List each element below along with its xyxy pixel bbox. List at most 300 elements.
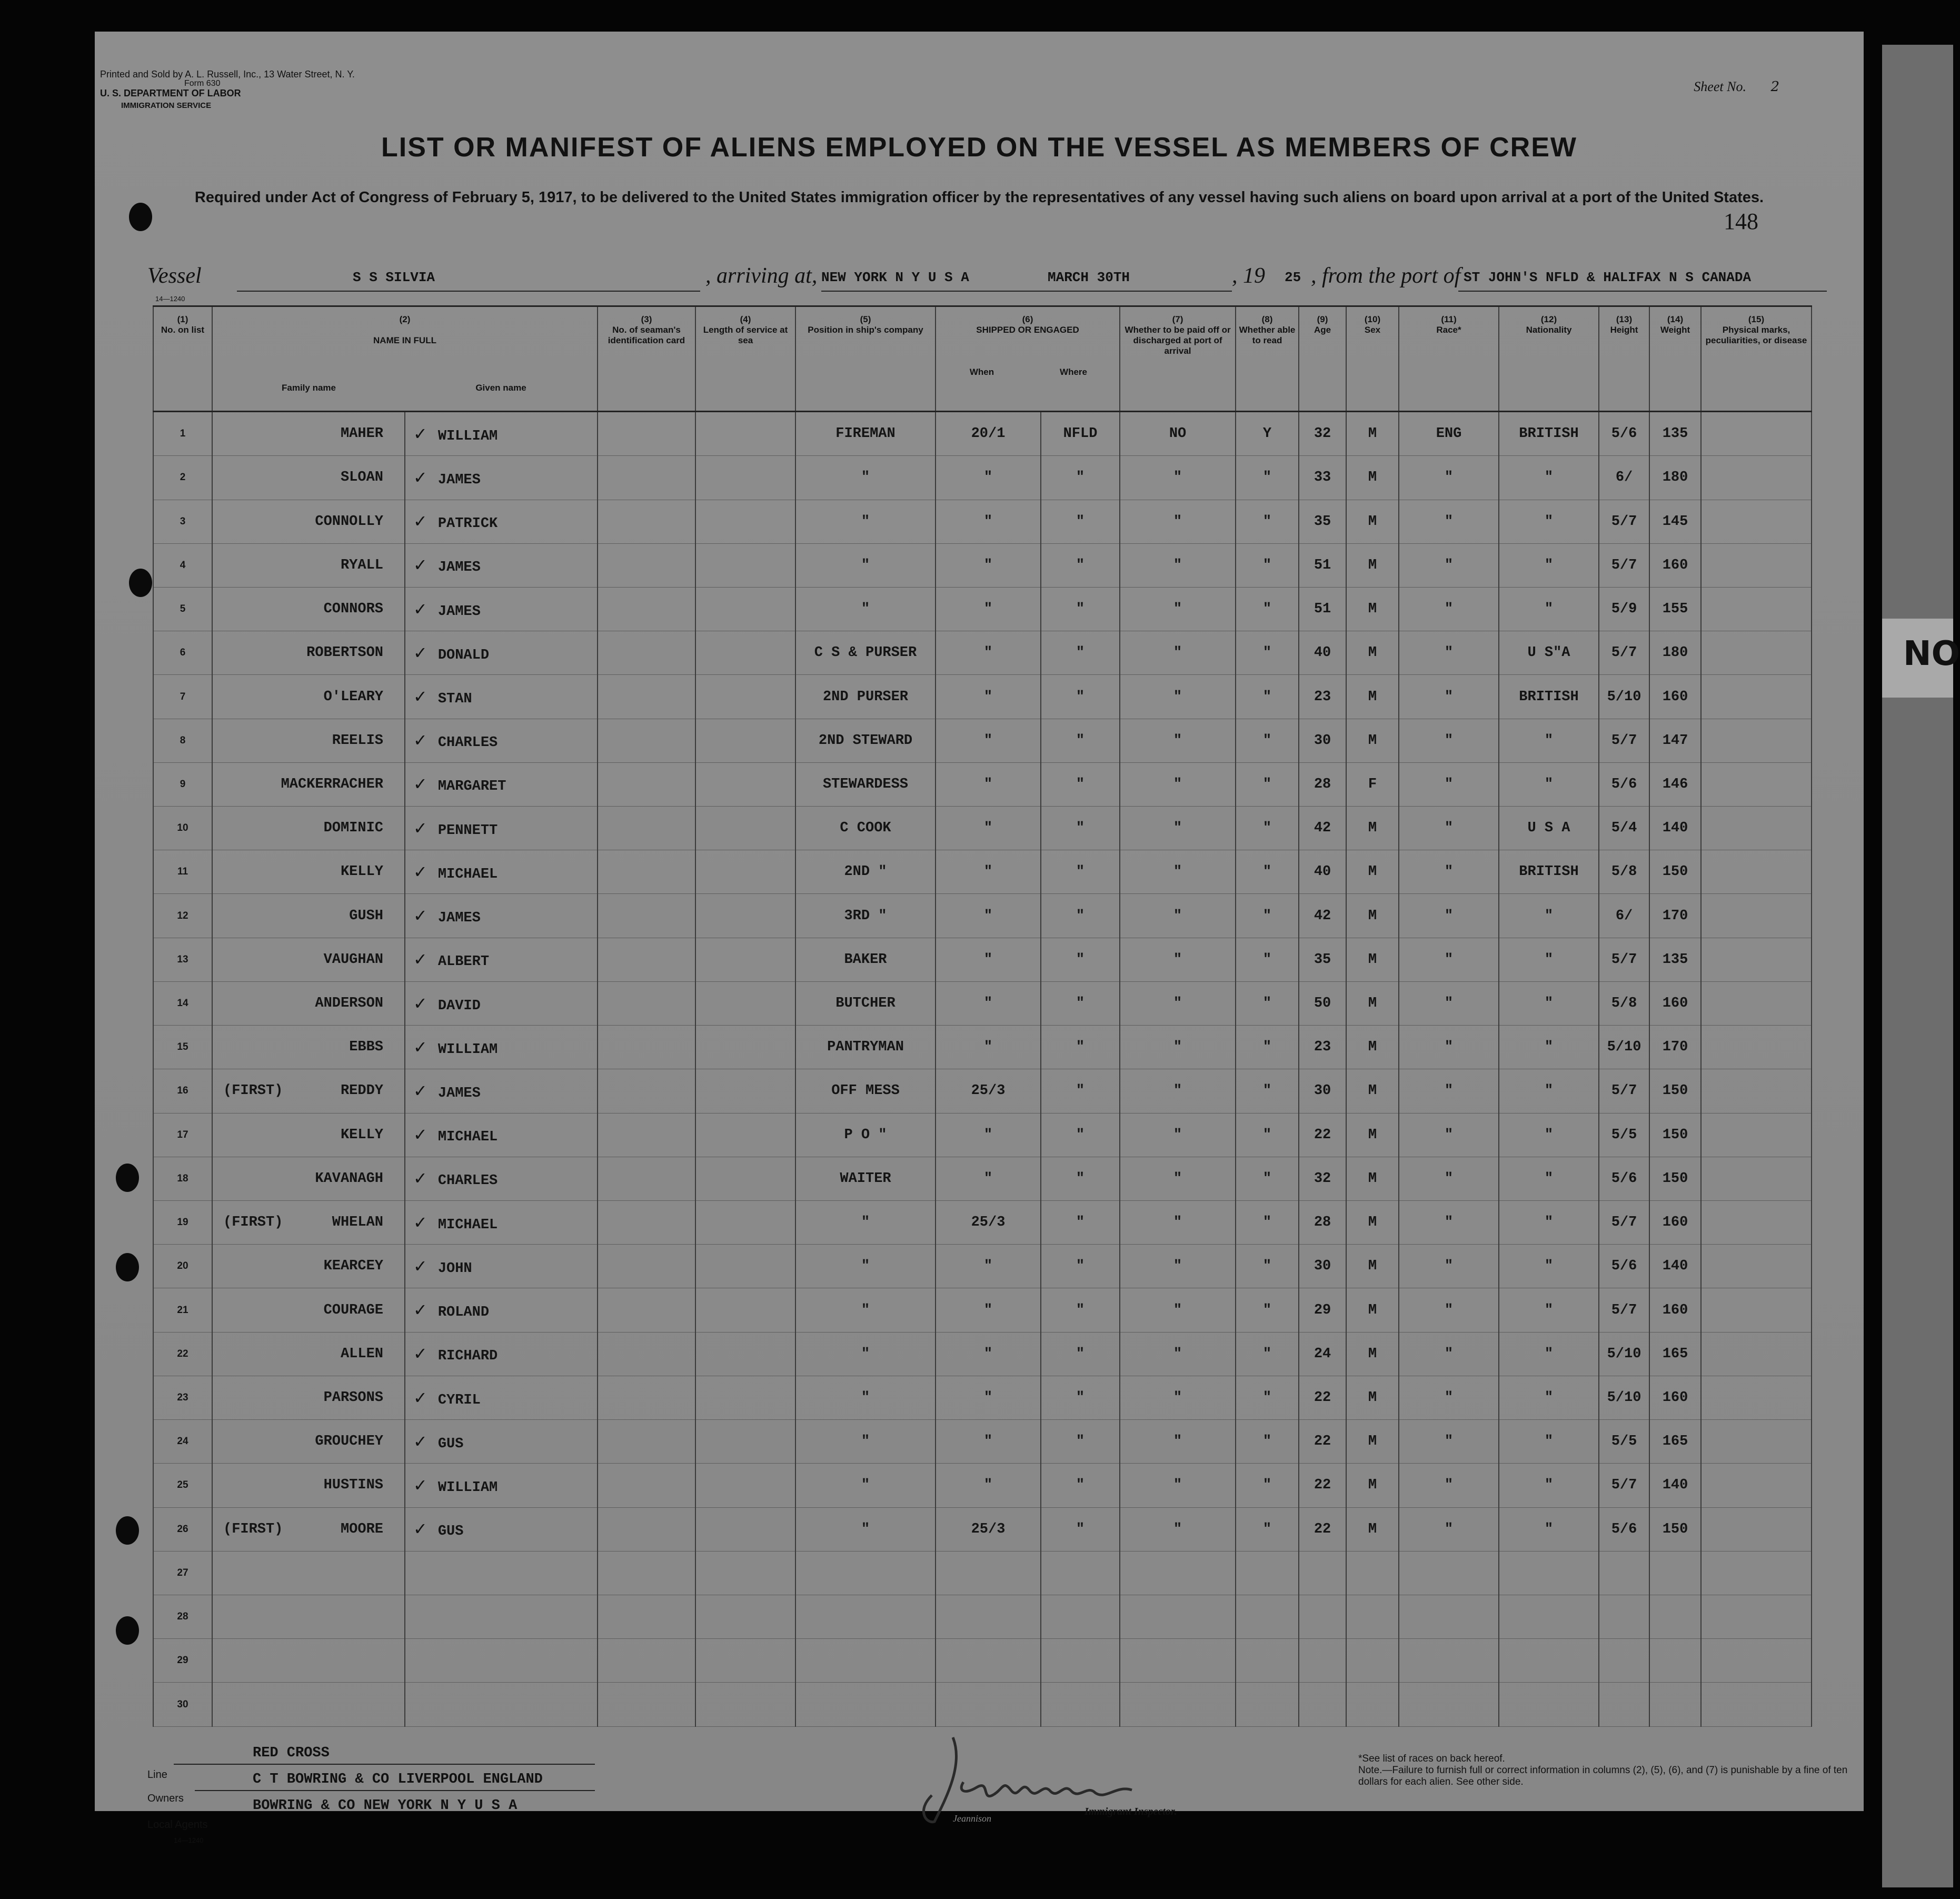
read-cell: " [1236,981,1299,1025]
family-name: KAVANAGH [315,1170,383,1187]
row-number: 28 [153,1595,212,1638]
sheet-number-value: 2 [1770,79,1779,95]
nationality-cell: " [1499,1288,1599,1332]
position-cell: OFF MESS [795,1069,936,1113]
row-number: 27 [153,1551,212,1595]
read-cell: " [1236,719,1299,762]
col-given-label: Given name [475,383,526,393]
sex-cell: M [1346,675,1399,719]
where-cell: " [1041,1245,1120,1288]
nationality-cell: " [1499,1245,1599,1288]
table-row [153,1069,1812,1113]
signature-text: Jeannison [953,1813,991,1824]
family-name: HUSTINS [323,1477,383,1494]
card-cell [598,631,695,675]
family-name-cell [212,631,405,675]
row-number: 29 [153,1639,212,1683]
family-name-cell [212,1026,405,1069]
weight-cell: 150 [1649,1113,1701,1157]
given-name-cell [405,1420,598,1464]
table-row [153,543,1812,587]
col-weight-header [1649,306,1701,412]
weight-cell: 160 [1649,981,1701,1025]
paid-cell: " [1120,850,1236,894]
row-number: 4 [153,543,212,587]
year-suffix: 25 [1285,270,1301,285]
race-cell: " [1399,1245,1499,1288]
when-cell: " [936,1464,1041,1507]
given-name-cell [405,981,598,1025]
read-cell: " [1236,1245,1299,1288]
family-name: CONNOLLY [315,513,383,530]
card-cell [598,1551,695,1595]
sex-cell: M [1346,981,1399,1025]
when-cell: " [936,850,1041,894]
card-cell [598,1157,695,1200]
col-weight-number: (14) [1667,314,1684,324]
paid-cell: " [1120,1376,1236,1419]
row-number: 16 [153,1069,212,1113]
marks-cell [1701,762,1812,806]
position-cell: " [795,1332,936,1376]
age-cell: 35 [1299,500,1346,543]
nationality-cell: BRITISH [1499,850,1599,894]
table-row [153,631,1812,675]
paid-cell: " [1120,1201,1236,1245]
weight-cell: 155 [1649,587,1701,631]
family-name: KELLY [340,864,383,880]
paid-cell: " [1120,894,1236,938]
weight-cell [1649,1595,1701,1638]
race-cell: " [1399,675,1499,719]
paid-cell: " [1120,675,1236,719]
race-cell: " [1399,1420,1499,1464]
age-cell: 35 [1299,938,1346,981]
table-row [153,1113,1812,1157]
first-trip-note: (FIRST) [223,1215,283,1231]
check-mark-icon: ✓ [413,1300,427,1320]
arriving-date: MARCH 30TH [1048,270,1130,285]
marks-cell [1701,456,1812,500]
service-cell [695,587,795,631]
printer-credit: Printed and Sold by A. L. Russell, Inc., 13 Water Street, N. Y. [100,69,355,79]
sex-cell [1346,1683,1399,1727]
family-name: RYALL [340,557,383,573]
check-mark-icon: ✓ [413,949,427,970]
position-cell: P O " [795,1113,936,1157]
when-cell [936,1551,1041,1595]
weight-cell [1649,1639,1701,1683]
nationality-cell [1499,1595,1599,1638]
age-cell: 29 [1299,1288,1346,1332]
given-name: WILLIAM [437,428,498,444]
paid-cell: " [1120,1464,1236,1507]
row-number: 19 [153,1201,212,1245]
position-cell: " [795,1288,936,1332]
col-nationality-number: (12) [1540,314,1557,324]
height-cell: 5/8 [1599,850,1649,894]
height-cell: 6/ [1599,894,1649,938]
read-cell: " [1236,587,1299,631]
table-row [153,456,1812,500]
position-cell: 2ND STEWARD [795,719,936,762]
when-cell: " [936,543,1041,587]
given-name: CYRIL [437,1392,481,1408]
table-row [153,1639,1812,1683]
row-number: 24 [153,1420,212,1464]
sex-cell: M [1346,1332,1399,1376]
weight-cell: 140 [1649,807,1701,850]
when-cell: " [936,807,1041,850]
footer-form-code: 14—1240 [174,1836,204,1844]
card-cell [598,1026,695,1069]
height-cell: 5/6 [1599,412,1649,456]
nationality-cell: " [1499,938,1599,981]
when-cell: " [936,587,1041,631]
check-mark-icon: ✓ [413,1125,427,1145]
row-number: 7 [153,675,212,719]
col-read-number: (8) [1261,314,1273,324]
col-shipped-number: (6) [1022,314,1033,324]
given-name: DAVID [437,998,481,1014]
sex-cell: M [1346,1376,1399,1419]
marks-cell [1701,1069,1812,1113]
height-cell: 5/6 [1599,1245,1649,1288]
col-read-label: Whether able to read [1239,325,1296,345]
height-cell: 5/10 [1599,1026,1649,1069]
col-weight-label: Weight [1660,325,1690,335]
race-cell: " [1399,1069,1499,1113]
height-cell [1599,1683,1649,1727]
age-cell: 22 [1299,1113,1346,1157]
where-cell: " [1041,543,1120,587]
where-cell: " [1041,850,1120,894]
card-cell [598,1288,695,1332]
race-cell: " [1399,1157,1499,1200]
family-name: MACKERRACHER [281,776,383,792]
sex-cell: M [1346,1288,1399,1332]
table-row [153,1245,1812,1288]
family-name-cell [212,675,405,719]
weight-cell: 150 [1649,1507,1701,1551]
service-cell [695,1507,795,1551]
check-mark-icon: ✓ [413,642,427,663]
nationality-cell [1499,1639,1599,1683]
height-cell: 5/7 [1599,1201,1649,1245]
family-name-cell [212,500,405,543]
card-cell [598,1683,695,1727]
race-cell: " [1399,1507,1499,1551]
where-cell [1041,1683,1120,1727]
race-cell: " [1399,456,1499,500]
height-cell: 5/7 [1599,1069,1649,1113]
marks-cell [1701,938,1812,981]
marks-cell [1701,1113,1812,1157]
marks-cell [1701,1332,1812,1376]
position-cell: " [795,500,936,543]
age-cell [1299,1639,1346,1683]
weight-cell: 140 [1649,1245,1701,1288]
arriving-label: , arriving at, [705,264,818,288]
family-name-cell [212,587,405,631]
col-family-label: Family name [282,383,336,393]
form-number: Form 630 [184,79,221,88]
where-cell: " [1041,1464,1120,1507]
where-cell: NFLD [1041,412,1120,456]
family-name: DOMINIC [323,820,383,837]
marks-cell [1701,1420,1812,1464]
when-cell [936,1639,1041,1683]
table-row [153,1201,1812,1245]
col-race-header [1399,306,1499,412]
first-trip-note: (FIRST) [223,1521,283,1537]
table-row [153,719,1812,762]
card-cell [598,938,695,981]
page-subtitle: Required under Act of Congress of February 5, 1917, to be delivered to the United States immigration officer by the representatives of any vessel having such aliens on board upon arrival at a port of the United States. [194,189,1764,206]
from-port-label: , from the port of [1311,264,1461,288]
family-name: MOORE [340,1521,383,1537]
race-cell [1399,1595,1499,1638]
given-name-cell [405,850,598,894]
card-cell [598,1595,695,1638]
service-cell [695,1069,795,1113]
card-cell [598,1245,695,1288]
service-name: IMMIGRATION SERVICE [121,101,212,110]
where-cell: " [1041,762,1120,806]
card-cell [598,1201,695,1245]
position-cell [795,1595,936,1638]
height-cell: 5/4 [1599,807,1649,850]
card-cell [598,1639,695,1683]
table-row [153,938,1812,981]
height-cell: 5/10 [1599,675,1649,719]
weight-cell: 147 [1649,719,1701,762]
position-cell: WAITER [795,1157,936,1200]
when-cell: " [936,1376,1041,1419]
where-cell [1041,1639,1120,1683]
read-cell: " [1236,456,1299,500]
card-cell [598,1332,695,1376]
race-cell: " [1399,631,1499,675]
height-cell [1599,1551,1649,1595]
where-cell: " [1041,719,1120,762]
given-name: RICHARD [437,1348,498,1365]
age-cell: 42 [1299,894,1346,938]
age-cell: 22 [1299,1420,1346,1464]
marks-cell [1701,1683,1812,1727]
family-name: CONNORS [323,601,383,618]
height-cell: 5/7 [1599,719,1649,762]
marks-cell [1701,1026,1812,1069]
check-mark-icon: ✓ [413,687,427,707]
table-row [153,1464,1812,1507]
agents-label: Local Agents [147,1819,208,1831]
race-cell: " [1399,719,1499,762]
service-cell [695,1420,795,1464]
when-cell: 25/3 [936,1201,1041,1245]
row-number: 12 [153,894,212,938]
check-mark-icon: ✓ [413,818,427,838]
given-name: DONALD [437,647,490,663]
weight-cell: 180 [1649,456,1701,500]
marks-cell [1701,675,1812,719]
nationality-cell: " [1499,1069,1599,1113]
family-name-cell [212,1683,405,1727]
row-number: 15 [153,1026,212,1069]
height-cell: 5/7 [1599,1464,1649,1507]
col-paid-header [1120,306,1236,412]
read-cell: " [1236,807,1299,850]
position-cell: PANTRYMAN [795,1026,936,1069]
given-name-cell [405,1201,598,1245]
paid-cell [1120,1683,1236,1727]
race-cell: " [1399,981,1499,1025]
col-sex-header [1346,306,1399,412]
nationality-cell: " [1499,1420,1599,1464]
row-number: 30 [153,1683,212,1727]
given-name: PATRICK [437,516,498,532]
read-cell: " [1236,1464,1299,1507]
sex-cell: M [1346,1069,1399,1113]
check-mark-icon: ✓ [413,906,427,926]
nationality-cell: " [1499,1332,1599,1376]
read-cell: " [1236,500,1299,543]
position-cell: STEWARDESS [795,762,936,806]
punch-hole [129,569,152,597]
sex-cell: M [1346,1420,1399,1464]
where-cell: " [1041,807,1120,850]
paid-cell: " [1120,1245,1236,1288]
where-cell: " [1041,631,1120,675]
family-name-cell [212,1376,405,1419]
sex-cell [1346,1551,1399,1595]
table-row [153,1026,1812,1069]
nationality-cell: " [1499,456,1599,500]
sex-cell: M [1346,719,1399,762]
card-cell [598,807,695,850]
paid-cell [1120,1595,1236,1638]
col-nationality-label: Nationality [1526,325,1572,335]
col-age-number: (9) [1317,314,1328,324]
where-cell: " [1041,1288,1120,1332]
where-cell: " [1041,1069,1120,1113]
where-cell: " [1041,587,1120,631]
punch-hole [129,203,152,231]
check-mark-icon: ✓ [413,1256,427,1276]
check-mark-icon: ✓ [413,511,427,532]
check-mark-icon: ✓ [413,1344,427,1364]
row-number: 14 [153,981,212,1025]
position-cell: BUTCHER [795,981,936,1025]
position-cell: FIREMAN [795,412,936,456]
table-row [153,762,1812,806]
family-name-cell [212,762,405,806]
service-cell [695,1683,795,1727]
family-name-cell [212,1464,405,1507]
height-cell: 5/7 [1599,631,1649,675]
weight-cell [1649,1551,1701,1595]
marks-cell [1701,1376,1812,1419]
marks-cell [1701,981,1812,1025]
where-cell: " [1041,938,1120,981]
height-cell: 5/7 [1599,1288,1649,1332]
where-cell: " [1041,1157,1120,1200]
marks-cell [1701,1288,1812,1332]
card-cell [598,587,695,631]
weight-cell: 170 [1649,1026,1701,1069]
given-name-cell [405,1026,598,1069]
weight-cell: 160 [1649,1376,1701,1419]
nationality-cell [1499,1551,1599,1595]
read-cell [1236,1683,1299,1727]
check-mark-icon: ✓ [413,861,427,882]
row-number: 23 [153,1376,212,1419]
family-name-cell [212,412,405,456]
position-cell: " [795,1420,936,1464]
service-cell [695,1201,795,1245]
table-row [153,850,1812,894]
col-shipped-header [936,306,1120,412]
vessel-label: Vessel [147,264,202,288]
where-cell: " [1041,1113,1120,1157]
age-cell: 23 [1299,1026,1346,1069]
table-row [153,1507,1812,1551]
read-cell [1236,1595,1299,1638]
marks-cell [1701,1464,1812,1507]
given-name-cell [405,938,598,981]
col-height-header [1599,306,1649,412]
given-name: MICHAEL [437,1129,498,1146]
row-number: 13 [153,938,212,981]
when-cell: " [936,1157,1041,1200]
form-code: 14—1240 [155,295,185,303]
age-cell: 40 [1299,631,1346,675]
where-cell: " [1041,1420,1120,1464]
paid-cell [1120,1639,1236,1683]
where-cell [1041,1595,1120,1638]
row-number: 22 [153,1332,212,1376]
service-cell [695,807,795,850]
read-cell: " [1236,1507,1299,1551]
col-when-label: When [969,367,994,377]
marks-cell [1701,1245,1812,1288]
card-cell [598,1507,695,1551]
marks-cell [1701,1507,1812,1551]
table-row [153,1551,1812,1595]
row-number: 11 [153,850,212,894]
nationality-cell: " [1499,719,1599,762]
sex-cell: M [1346,1507,1399,1551]
race-cell: " [1399,1332,1499,1376]
when-cell: 20/1 [936,412,1041,456]
row-number: 9 [153,762,212,806]
given-name: WILLIAM [437,1479,498,1496]
paid-cell: " [1120,1332,1236,1376]
read-cell: " [1236,543,1299,587]
page-number: 148 [1724,208,1758,234]
given-name-cell [405,894,598,938]
col-paid-number: (7) [1172,314,1183,324]
agents-value: BOWRING & CO NEW YORK N Y U S A [253,1798,518,1814]
race-cell: " [1399,1113,1499,1157]
read-cell: " [1236,1026,1299,1069]
owners-value: C T BOWRING & CO LIVERPOOL ENGLAND [253,1772,543,1787]
weight-cell: 170 [1649,894,1701,938]
row-number: 20 [153,1245,212,1288]
family-name: GUSH [349,908,383,924]
crew-rows [153,412,1812,1727]
card-cell [598,1464,695,1507]
